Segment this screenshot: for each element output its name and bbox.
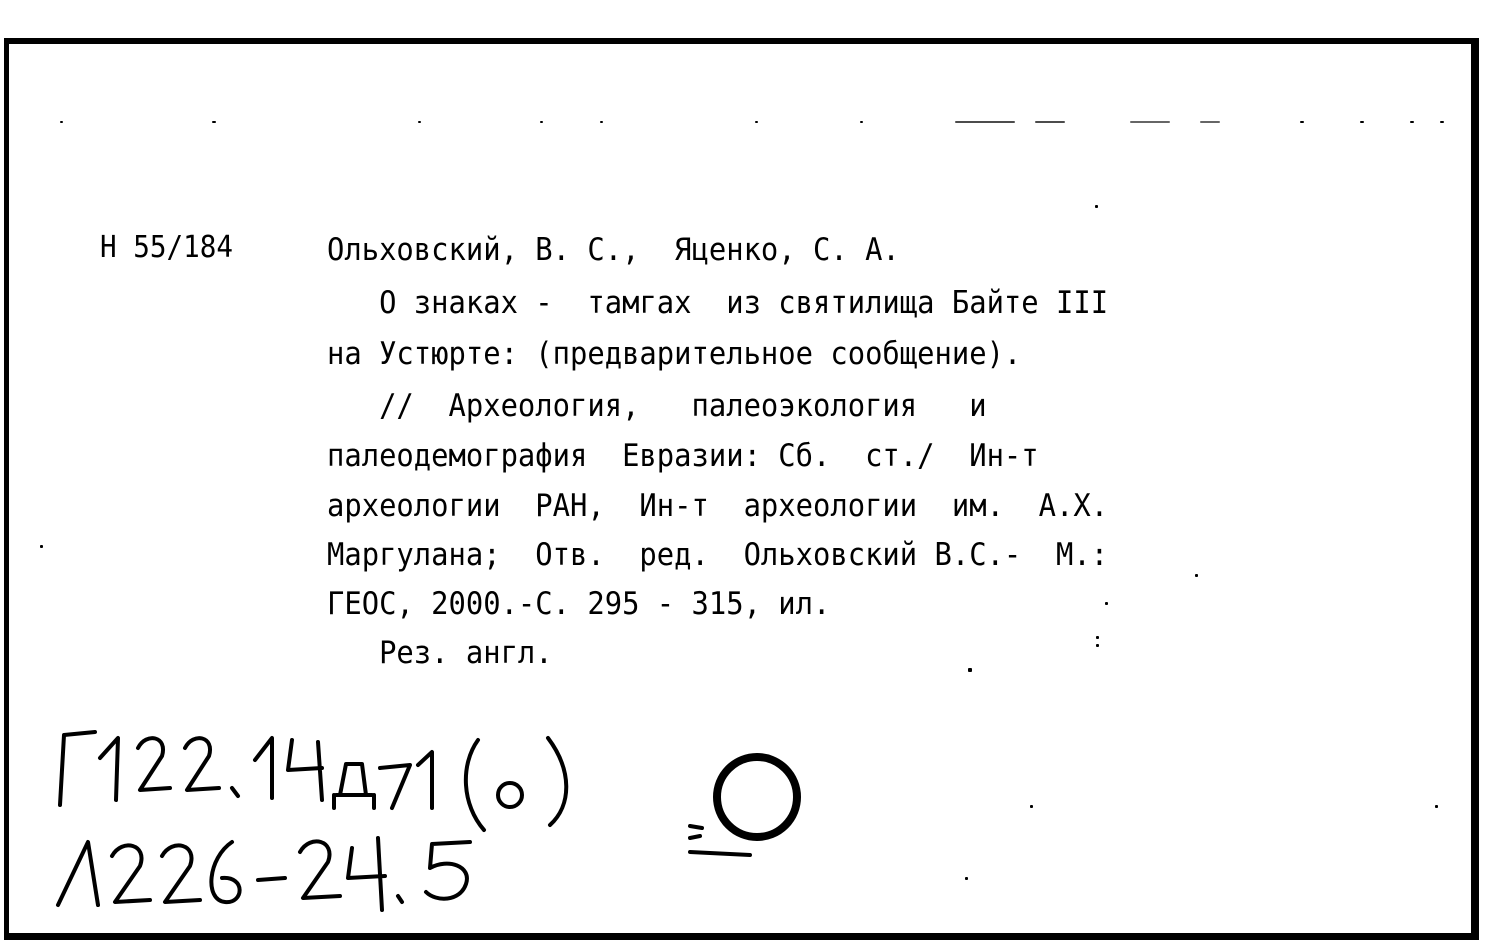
handwritten-line-2 <box>58 838 470 910</box>
entry-line-source: // Археология, палеоэкология и <box>327 388 987 424</box>
entry-line-summary: Рез. англ. <box>327 635 553 671</box>
entry-line-title: О знаках - тамгах из святилища Байте III <box>327 285 1109 321</box>
entry-line-authors: Ольховский, В. С., Яценко, С. А. <box>327 232 900 268</box>
entry-line-title-cont: на Устюрте: (предварительное сообщение). <box>327 336 1022 372</box>
entry-line-source-cont: палеодемография Евразии: Сб. ст./ Ин-т <box>327 438 1039 474</box>
shelf-mark: Н 55/184 <box>100 230 233 265</box>
entry-line-imprint: ГЕОС, 2000.-С. 295 - 315, ил. <box>327 586 831 622</box>
entry-line-institute: археологии РАН, Ин-т археологии им. А.Х. <box>327 488 1109 524</box>
entry-line-editor: Маргулана; Отв. ред. Ольховский В.С.- М.: <box>327 537 1109 573</box>
circle-stamp-mark <box>690 757 797 855</box>
handwritten-line-1 <box>60 732 566 830</box>
